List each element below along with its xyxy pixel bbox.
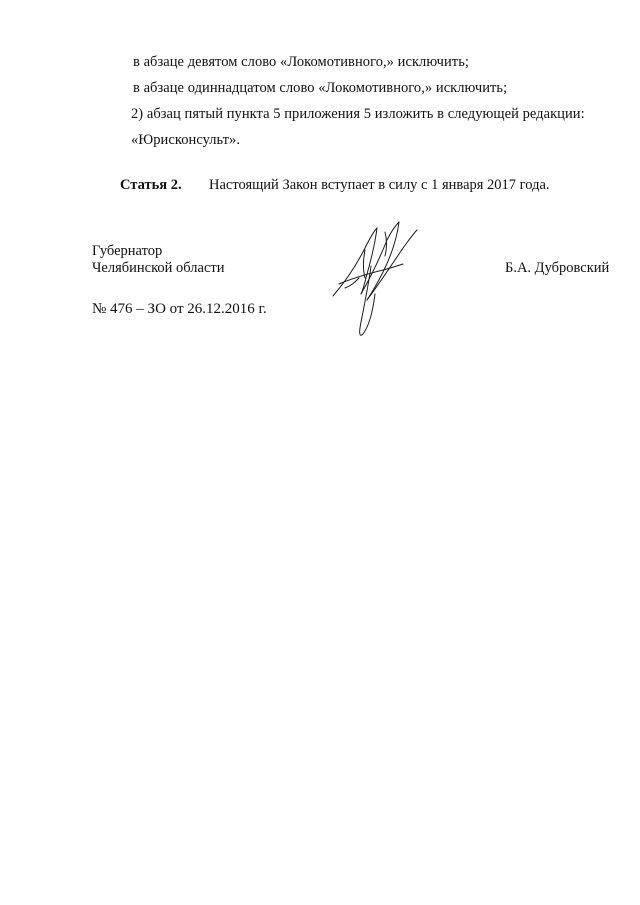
governor-region: Челябинской области [92,260,225,276]
governor-title: Губернатор [92,243,163,259]
body-line-3: 2) абзац пятый пункта 5 приложения 5 изложить в следующей редакции: [131,106,585,122]
article-label: Статья 2. [120,177,182,193]
body-line-1: в абзаце девятом слово «Локомотивного,» исключить; [133,54,469,70]
body-line-4: «Юрисконсульт». [131,132,241,148]
governor-name: Б.А. Дубровский [505,260,610,276]
law-number: № 476 – ЗО от 26.12.2016 г. [92,301,267,317]
body-line-2: в абзаце одиннадцатом слово «Локомотивного,» исключить; [133,80,508,96]
handwritten-signature [325,210,425,345]
article-text: Настоящий Закон вступает в силу с 1 января 2017 года. [209,177,550,193]
